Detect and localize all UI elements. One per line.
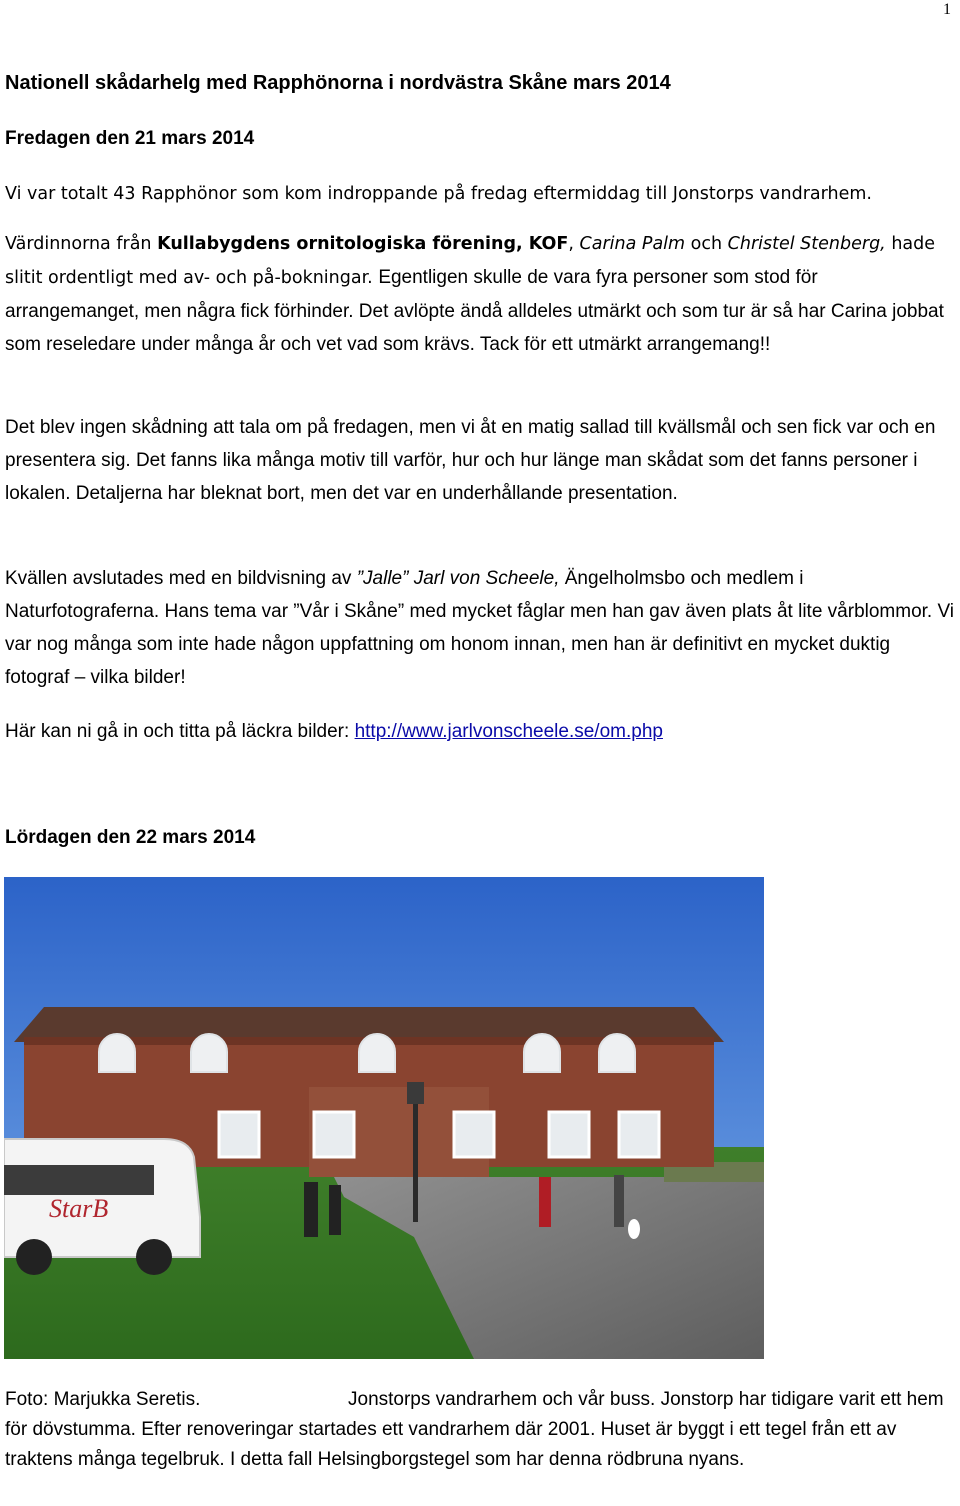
document-title: Nationell skådarhelg med Rapphönorna i nordvästra Skåne mars 2014	[5, 72, 671, 94]
white-bag	[628, 1219, 640, 1239]
paragraph-arrival-text: Vi var totalt 43 Rapphönor som kom indroppande på fredag eftermiddag till Jonstorps vandrarhem.	[5, 184, 872, 204]
paragraph-hosts	[5, 227, 955, 361]
hosts-text-d: hade slitit ordentligt med av- och på-bokningar.	[5, 234, 936, 288]
paragraph-presentation: Det blev ingen skådning att tala om på fredagen, men vi åt en matig sallad till kvällsmål och sen fick var och en presentera sig. Det fanns lika många motiv till varför, hur och hur länge man skådat som det fanns personer i lokalen. Detaljerna har bleknat bort, men det var en underhållande presentation.	[5, 417, 936, 504]
hosts-text-c: och	[685, 234, 728, 254]
caption-text: Jonstorps vandrarhem och vår buss. Jonstorp har tidigare varit ett hem för dövstumma. Efter renoveringar startades ett vandrarhem där 2001. Huset är byggt i ett tegel från ett av traktens många tegelbruk. I detta fall Helsingborgstegel som har denna rödbruna nyans.	[5, 1389, 944, 1470]
slideshow-text-b: Ängelholmsbo och medlem i Naturfotograferna. Hans tema var ”Vår i Skåne” med mycket fåglar men han gav även plats åt lite vårblommor. Vi var nog många som inte hade någon uppfattning om honom innan, men han är definitivt en mycket duktig fotograf – vilka bilder!	[5, 568, 955, 688]
slideshow-text-a: Kvällen avslutades med en bildvisning av	[5, 568, 357, 589]
link-intro: Här kan ni gå in och titta på läckra bilder:	[5, 721, 355, 742]
hosts-name-carina: Carina Palm	[579, 234, 686, 254]
friday-heading: Fredagen den 21 mars 2014	[5, 128, 255, 149]
page-number: 1	[943, 1, 951, 18]
hosts-name-christel: Christel Stenberg,	[727, 234, 886, 254]
slideshow-photographer: ”Jalle” Jarl von Scheele,	[356, 568, 560, 589]
bus	[4, 1139, 200, 1275]
hosts-text-e: Egentligen skulle de vara fyra personer som stod för arrangemanget, men några fick förhinder. Det avlöpte ändå alldeles utmärkt och som tur är så har Carina jobbat som reseledare under många år och vet vad som krävs. Tack för ett utmärkt arrangemang!!	[5, 267, 944, 355]
hosts-text-a: Värdinnorna från	[5, 234, 158, 254]
paragraph-slideshow	[5, 562, 955, 694]
hostel-photo-illustration	[4, 877, 764, 1359]
hosts-org: Kullabygdens ornitologiska förening, KOF	[157, 234, 569, 254]
hosts-text-b: ,	[568, 234, 580, 254]
bus-text: StarB	[49, 1194, 109, 1223]
hostel-photo	[4, 877, 764, 1359]
paragraph-link	[5, 715, 955, 748]
photo-credit: Foto: Marjukka Seretis.	[5, 1389, 201, 1410]
paragraph-arrival	[5, 177, 955, 211]
photo-caption	[5, 1385, 955, 1475]
photographer-link[interactable]: http://www.jarlvonscheele.se/om.php	[354, 721, 663, 742]
saturday-heading: Lördagen den 22 mars 2014	[5, 827, 256, 848]
